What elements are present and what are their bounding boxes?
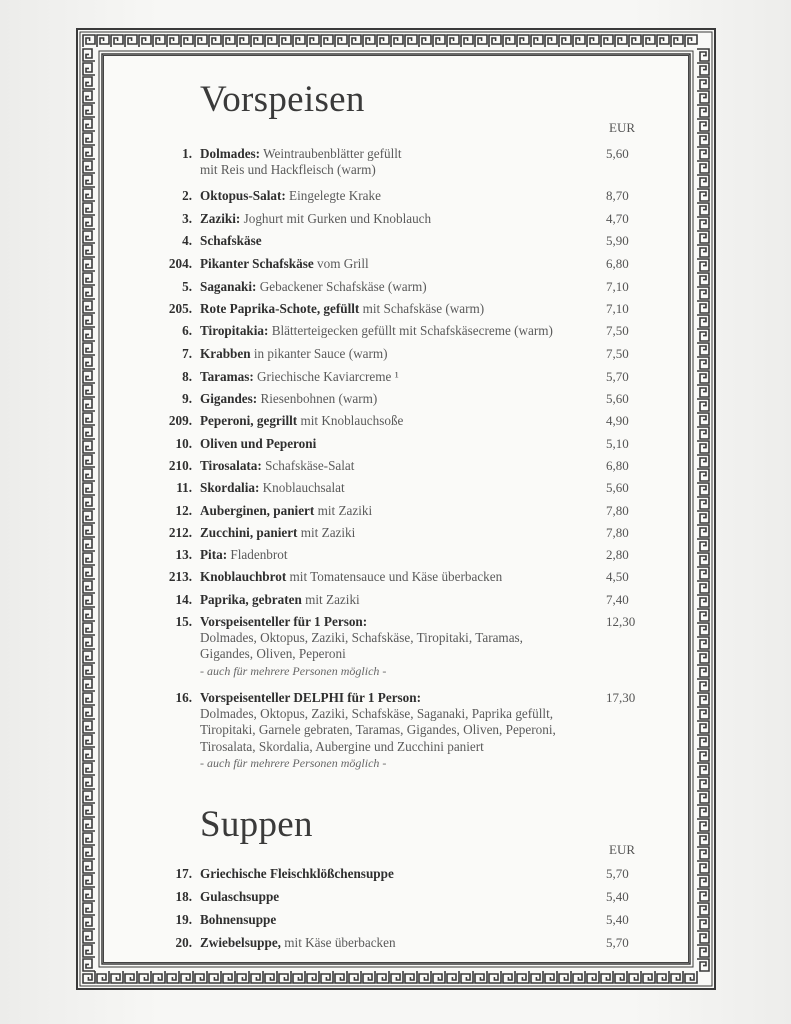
item-desc-line: Gigandes, Oliven, Peperoni [200, 646, 346, 662]
item-description [200, 146, 590, 178]
item-description [200, 413, 590, 429]
item-name: Zaziki: [200, 211, 241, 226]
item-desc-text: Knoblauchsalat [262, 480, 345, 495]
section-title-suppen: Suppen [200, 804, 313, 845]
item-description [200, 458, 590, 474]
item-number: 13. [175, 547, 192, 562]
item-price: 7,10 [606, 279, 629, 294]
item-name: Bohnensuppe [200, 912, 277, 927]
item-description [200, 912, 590, 928]
item-desc-line: Dolmades, Oktopus, Zaziki, Schafskäse, Saganaki, Paprika gefüllt, [200, 706, 554, 722]
item-number: 14. [175, 592, 192, 607]
item-number: 19. [175, 912, 192, 927]
item-description [200, 525, 590, 541]
item-description [200, 233, 590, 249]
item-name: Paprika, gebraten [200, 592, 302, 607]
item-number: 16. [175, 690, 192, 705]
item-name: Rote Paprika-Schote, gefüllt [200, 301, 360, 316]
item-desc-text: mit Schafskäse (warm) [362, 301, 485, 316]
item-description [200, 569, 590, 585]
item-number: 213. [168, 569, 192, 584]
item-desc-text: mit Knoblauchsoße [300, 413, 404, 428]
item-number: 9. [182, 391, 192, 406]
item-price: 6,80 [606, 256, 629, 271]
item-name: Peperoni, gegrillt [200, 413, 298, 428]
item-name: Krabben [200, 346, 251, 361]
item-price: 12,30 [606, 614, 636, 629]
item-desc-text: Blätterteigecken gefüllt mit Schafskäsecreme (warm) [271, 323, 553, 338]
item-price: 5,70 [606, 369, 629, 384]
item-description [200, 369, 590, 385]
item-name: Pikanter Schafskäse [200, 256, 314, 271]
item-price: 5,10 [606, 436, 629, 451]
item-price: 5,40 [606, 912, 629, 927]
item-number: 5. [182, 279, 192, 294]
item-desc-text: mit Tomatensauce und Käse überbacken [289, 569, 503, 584]
item-price: 5,60 [606, 391, 629, 406]
item-price: 7,80 [606, 525, 629, 540]
item-description [200, 503, 590, 519]
item-number: 205. [168, 301, 192, 316]
item-description [200, 346, 590, 362]
item-number: 209. [168, 413, 192, 428]
item-price: 7,50 [606, 323, 629, 338]
item-description [200, 391, 590, 407]
item-desc-line: Tirosalata, Skordalia, Aubergine und Zucchini paniert [200, 738, 484, 754]
item-price: 5,90 [606, 233, 629, 248]
item-name: Gigandes: [200, 391, 258, 406]
item-desc-text: Eingelegte Krake [289, 188, 381, 203]
item-description [200, 935, 590, 951]
item-desc-text: mit Zaziki [305, 592, 360, 607]
item-price: 7,10 [606, 301, 629, 316]
item-desc-text: Schafskäse-Salat [265, 458, 355, 473]
item-desc-text: Gebackener Schafskäse (warm) [259, 279, 427, 294]
item-number: 10. [175, 436, 192, 451]
item-note: - auch für mehrere Personen möglich - [200, 755, 387, 770]
item-description [200, 866, 590, 882]
item-name: Gulaschsuppe [200, 889, 280, 904]
item-price: 17,30 [606, 690, 636, 705]
item-name: Pita: [200, 547, 228, 562]
item-description [200, 256, 590, 272]
item-price: 5,70 [606, 866, 629, 881]
item-price: 7,80 [606, 503, 629, 518]
item-name: Vorspeisenteller für 1 Person: [200, 614, 368, 629]
item-description [200, 592, 590, 608]
item-description [200, 301, 590, 317]
item-price: 2,80 [606, 547, 629, 562]
item-price: 5,60 [606, 480, 629, 495]
item-description [200, 889, 590, 905]
item-description [200, 211, 590, 227]
currency-header-vorspeisen: EUR [609, 120, 635, 135]
item-number: 2. [182, 188, 192, 203]
item-number: 18. [175, 889, 192, 904]
item-desc-text: Griechische Kaviarcreme ¹ [257, 369, 399, 384]
item-description [200, 690, 590, 771]
item-price: 8,70 [606, 188, 629, 203]
item-price: 5,70 [606, 935, 629, 950]
item-price: 4,70 [606, 211, 629, 226]
item-desc-line: Dolmades, Oktopus, Zaziki, Schafskäse, Tiropitaki, Taramas, [200, 630, 523, 646]
item-description [200, 279, 590, 295]
item-desc-text: in pikanter Sauce (warm) [253, 346, 388, 361]
item-number: 15. [175, 614, 192, 629]
item-desc-text: Weintraubenblätter gefüllt [263, 146, 402, 161]
item-price: 5,60 [606, 146, 629, 161]
item-description [200, 436, 590, 452]
item-desc-text: mit Zaziki [317, 503, 373, 518]
item-price: 5,40 [606, 889, 629, 904]
item-description [200, 188, 590, 204]
item-name: Knoblauchbrot [200, 569, 287, 584]
item-name: Oliven und Peperoni [200, 436, 317, 451]
item-name: Saganaki: [200, 279, 257, 294]
item-name: Vorspeisenteller DELPHI für 1 Person: [200, 690, 421, 705]
item-desc-text: Riesenbohnen (warm) [260, 391, 378, 406]
item-number: 8. [182, 369, 192, 384]
item-desc-text: mit Zaziki [300, 525, 356, 540]
section-title-vorspeisen: Vorspeisen [200, 79, 365, 120]
item-desc-text: Fladenbrot [230, 547, 288, 562]
item-number: 7. [182, 346, 192, 361]
item-description [200, 323, 590, 339]
item-number: 3. [182, 211, 192, 226]
item-desc-line: mit Reis und Hackfleisch (warm) [200, 162, 376, 178]
item-price: 4,90 [606, 413, 629, 428]
item-description [200, 547, 590, 563]
item-number: 17. [175, 866, 192, 881]
item-name: Tiropitakia: [200, 323, 269, 338]
item-number: 204. [168, 256, 192, 271]
item-number: 4. [182, 233, 192, 248]
item-desc-text: mit Käse überbacken [284, 935, 396, 950]
item-name: Skordalia: [200, 480, 260, 495]
item-name: Auberginen, paniert [200, 503, 315, 518]
item-name: Zucchini, paniert [200, 525, 298, 540]
item-name: Zwiebelsuppe, [200, 935, 281, 950]
item-price: 6,80 [606, 458, 629, 473]
item-description [200, 614, 590, 679]
currency-header-suppen: EUR [609, 842, 635, 857]
item-name: Taramas: [200, 369, 254, 384]
item-number: 1. [182, 146, 192, 161]
item-name: Oktopus-Salat: [200, 188, 286, 203]
item-desc-line: Tiropitaki, Garnele gebraten, Taramas, Gigandes, Oliven, Peperoni, [200, 722, 556, 738]
item-name: Griechische Fleischklößchensuppe [200, 866, 394, 881]
item-number: 12. [175, 503, 192, 518]
item-number: 11. [176, 480, 192, 495]
item-price: 7,50 [606, 346, 629, 361]
item-number: 20. [175, 935, 192, 950]
item-number: 212. [168, 525, 192, 540]
item-price: 4,50 [606, 569, 629, 584]
item-number: 210. [168, 458, 192, 473]
item-number: 6. [182, 323, 192, 338]
item-name: Dolmades: [200, 146, 261, 161]
item-name: Schafskäse [200, 233, 262, 248]
item-note: - auch für mehrere Personen möglich - [200, 663, 387, 678]
item-desc-text: vom Grill [317, 256, 369, 271]
item-description [200, 480, 590, 496]
item-price: 7,40 [606, 592, 629, 607]
item-desc-text: Joghurt mit Gurken und Knoblauch [243, 211, 432, 226]
item-name: Tirosalata: [200, 458, 262, 473]
